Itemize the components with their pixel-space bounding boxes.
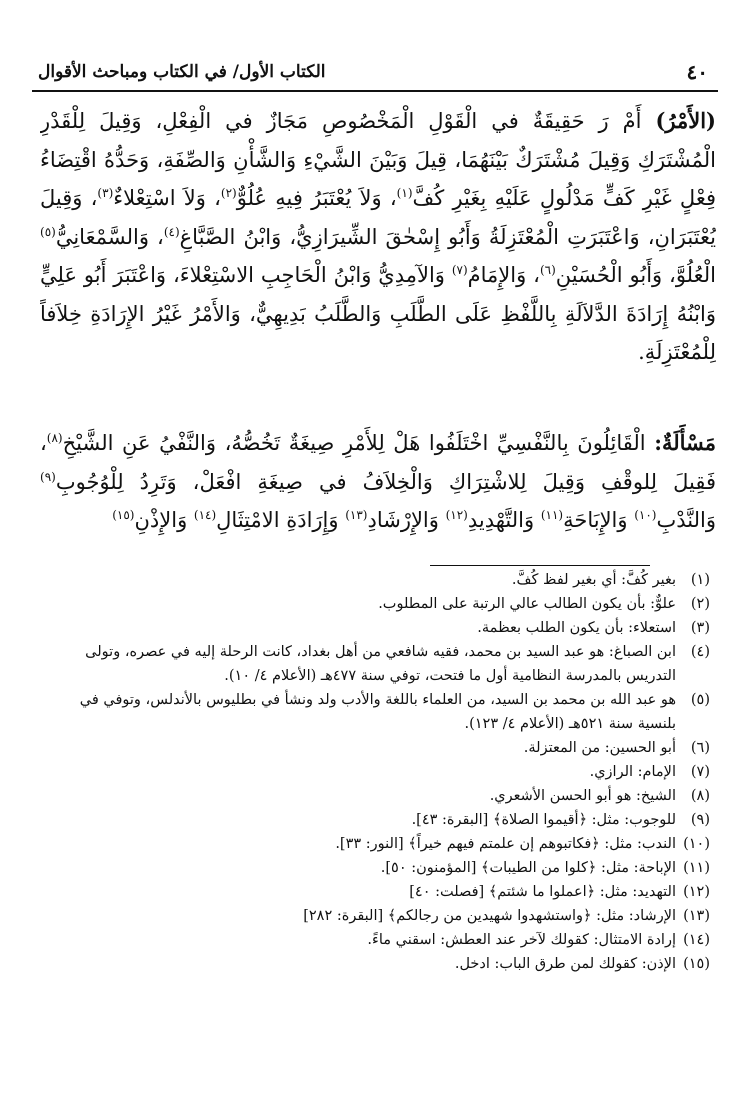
footnote-item [40,760,716,784]
footnote-text: أبو الحسين: من المعتزلة. [523,740,676,756]
footnote-text: الندب: مثل: ﴿فكاتبوهم إن علمتم فيهم خيراً﴾ [النور: ٣٣]. [335,836,676,852]
footnote-text: للوجوب: مثل: ﴿أقيموا الصلاة﴾ [البقرة: ٤٣]. [411,812,676,828]
paragraph-text: وَإِرَادَةِ الامْتِثَالِ [216,508,346,532]
paragraph-text: وَالتَّهْدِيدِ [467,508,541,532]
footnote-number: (١٣) [683,908,710,924]
running-title: الكتاب الأول/ في الكتاب ومباحث الأقوال [38,62,326,82]
paragraph-text: ، وَلاَ يُعْتَبَرُ فِيهِ عُلُوٌّ [236,186,397,210]
footnote-marker-4[interactable]: (٤) [163,224,180,239]
footnote-item [40,784,716,808]
footnote-number: (٦) [690,740,710,756]
footnote-number: (١٢) [683,884,710,900]
paragraph-lead-amr: (الأَمْرُ) [655,108,716,133]
footnote-text: هو عبد الله بن محمد بن السيد، من العلماء باللغة والأدب ولد ونشأ في بطليوس بالأندلس، وتوفي في بلنسية سنة ٥٢١هـ (الأعلام ٤/ ١٢٣). [79,692,676,732]
footnote-text: ابن الصباغ: هو عبد السيد بن محمد، فقيه شافعي من أهل بغداد، كانت الرحلة إليه في عصره، وتولى التدريس بالمدرسة النظامية أول ما فتحت، توفي سنة ٤٧٧هـ (الأعلام ٤/ ١٠). [85,644,676,684]
paragraph-text: ، وَالإِمَامُ [467,263,540,287]
footnote-marker-6[interactable]: (٦) [539,263,556,277]
footnote-item [40,952,716,976]
paragraph-amr [40,102,716,372]
paragraph-text: وَالإِبَاحَةِ [563,508,635,532]
paragraph-text: ، فَقِيلَ لِلوقْفِ وَقِيلَ لِلاشْتِرَاكِ وَالْخِلاَفُ في صِيغَةِ افْعَلْ، وَتَرِدُ لِلْوُجُوبِ [40,431,716,494]
main-text [40,102,716,532]
paragraph-text: ، وَالسَّمْعَانِيُّ [55,224,164,249]
footnote-marker-2[interactable]: (٢) [220,186,237,200]
footnote-text: إرادة الامتثال: كقولك لآخر عند العطش: اسقني ماءً. [367,932,676,948]
footnote-marker-13[interactable]: (١٣) [345,508,368,522]
footnote-marker-7[interactable]: (٧) [451,263,468,277]
paragraph-lead-masala: مَسْأَلَةٌ: [654,430,716,455]
footnote-item [40,904,716,928]
footnote-divider [430,565,650,566]
footnote-number: (١٥) [683,956,710,972]
footnote-marker-9[interactable]: (٩) [40,469,56,484]
footnote-item [40,928,716,952]
footnote-number: (٨) [690,788,710,804]
footnote-text: علوٌّ: بأن يكون الطالب عالي الرتبة على المطلوب. [378,596,676,612]
footnote-number: (١١) [683,860,710,876]
footnote-item [40,832,716,856]
paragraph-text: وَالآمِدِيُّ وَابْنُ الْحَاجِبِ الاسْتِعْلاءَ، وَاعْتَبَرَ أَبُو عَلِيٍّ وَابْنُهُ إِرَادَةَ الدَّلاَلَةِ بِاللَّفْظِ عَلَى الطَّلَبِ وَالطَّلَبُ بَدِيهِيٌّ، وَالأَمْرُ غَيْرُ الإِرَادَةِ خِلاَفاً لِلْمُعْتَزِلَةِ. [40,263,716,364]
footnote-number: (٤) [690,644,710,660]
paragraph-text: ، وَلاَ اسْتِعْلاءٌ [113,186,221,210]
footnote-text: الإذن: كقولك لمن طرق الباب: ادخل. [454,956,676,972]
footnote-item [40,856,716,880]
footnote-number: (٢) [690,596,710,612]
footnote-text: التهديد: مثل: ﴿اعملوا ما شئتم﴾ [فصلت: ٤٠] [409,884,676,900]
footnotes [40,568,716,976]
footnote-marker-3[interactable]: (٣) [97,186,114,200]
footnote-number: (٩) [690,812,710,828]
footnote-item [40,736,716,760]
footnote-marker-11[interactable]: (١١) [540,508,564,522]
paragraph-masala [40,424,716,544]
page-number: ٤٠ [686,60,708,84]
footnote-marker-8[interactable]: (٨) [46,431,63,445]
footnote-item [40,808,716,832]
paragraph-text: وَالإِرْشَادِ [367,508,446,532]
paragraph-text: ، وَقِيلَ يُعْتَبَرَانِ، وَاعْتَبَرَتِ الْمُعْتَزِلَةُ وَأَبُو إِسْحٰقَ الشِّيرَازِيُّ، وَابْنُ الصَّبَّاغِ [40,186,716,249]
footnote-marker-12[interactable]: (١٢) [445,508,468,522]
footnote-marker-10[interactable]: (١٠) [634,508,657,522]
footnote-item [40,616,716,640]
footnote-number: (٥) [690,692,710,708]
paragraph-text: الْعُلُوَّ، وَأَبُو الْحُسَيْنِ [555,263,716,287]
footnote-text: الإمام: الرازي. [589,764,676,780]
footnote-number: (١٠) [683,836,710,852]
footnote-text: الإرشاد: مثل: ﴿واستشهدوا شهيدين من رجالكم﴾ [البقرة: ٢٨٢] [303,908,676,924]
footnote-item [40,688,716,736]
paragraph-text: الْقَائِلُونَ بِالنَّفْسِيِّ اخْتَلَفُوا هَلْ لِلأَمْرِ صِيغَةٌ تَخُصُّهُ، وَالنَّفْيُ عَنِ الشَّيْخِ [62,431,655,455]
page-header [32,56,718,92]
footnote-number: (٣) [690,620,710,636]
paragraph-text: وَالإِذْنِ [134,508,194,532]
footnote-number: (١٤) [683,932,710,948]
footnote-item [40,592,716,616]
paragraph-text: أَمْ رَ حَقِيقَةٌ في الْقَوْلِ الْمَخْصُوصِ مَجَازٌ في الْفِعْلِ، وَقِيلَ لِلْقَدْرِ الْمُشْتَرَكِ وَقِيلَ مُشْتَرَكٌ بَيْنَهُمَا، قِيلَ وَبَيْنَ الشَّيْءِ وَالشَّأْنِ وَالصِّفَةِ، وَحَدُّهُ اقْتِضَاءُ فِعْلٍ غَيْرِ كَفٍّ مَدْلُولٍ عَلَيْهِ بِغَيْرِ كُفَّ [40,109,716,210]
footnote-marker-1[interactable]: (١) [396,186,413,200]
footnote-text: الشيخ: هو أبو الحسن الأشعري. [489,788,676,804]
footnote-item [40,640,716,688]
footnote-item [40,880,716,904]
footnote-text: بغير كُفَّ: أي بغير لفظ كُفَّ. [511,572,676,588]
paragraph-text: وَالنَّدْبِ [656,508,716,532]
footnote-item [40,568,716,592]
footnote-text: استعلاء: بأن يكون الطلب بعظمة. [477,620,676,636]
footnote-text: الإباحة: مثل: ﴿كلوا من الطيبات﴾ [المؤمنون: ٥٠]. [380,860,676,876]
footnote-marker-14[interactable]: (١٤) [193,508,217,522]
footnote-number: (١) [690,572,710,588]
footnote-number: (٧) [690,764,710,780]
footnote-marker-15[interactable]: (١٥) [112,508,135,522]
footnote-marker-5[interactable]: (٥) [40,224,56,239]
